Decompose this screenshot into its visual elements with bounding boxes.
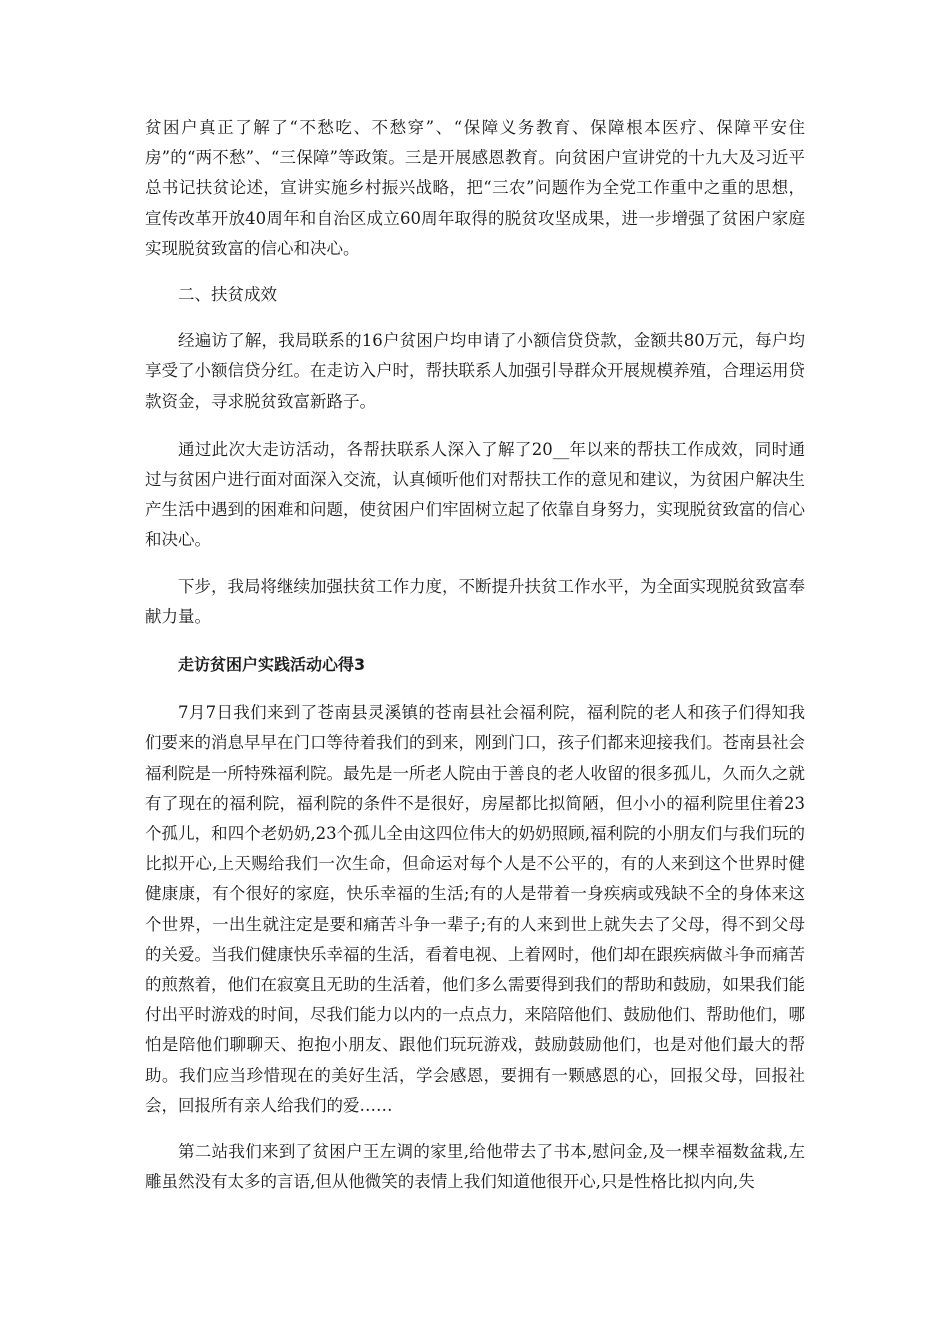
paragraph-policy-education: 贫困户真正了解了“不愁吃、不愁穿”、“保障义务教育、保障根本医疗、保障平安住房”的“两不愁”、“三保障”等政策。三是开展感恩教育。向贫困户宣讲党的十九大及习近平总书记扶贫论述，宣讲实施乡村振兴战略，把“三农”问题作为全党工作重中之重的思想，宣传改革开放40周年和自治区成立60周年取得的脱贫攻坚成果，进一步增强了贫困户家庭实现脱贫致富的信心和决心。 — [145, 118, 805, 258]
paragraph-second-stop: 第二站我们来到了贫困户王左调的家里,给他带去了书本,慰问金,及一棵幸福数盆栽,左雕虽然没有太多的言语,但从他微笑的表情上我们知道他很开心,只是性格比拟内向,失 — [145, 1142, 805, 1192]
paragraph-microcredit: 经遍访了解，我局联系的16户贫困户均申请了小额信贷贷款，金额共80万元，每户均享受了小额信贷分红。在走访入户时，帮扶联系人加强引导群众开展规模养殖，合理运用贷款资金，寻求脱贫致富新路子。 — [145, 331, 805, 411]
paragraph-next-steps: 下步，我局将继续加强扶贫工作力度，不断提升扶贫工作水平，为全面实现脱贫致富奉献力量。 — [145, 576, 805, 626]
section-heading-results: 二、扶贫成效 — [178, 285, 277, 305]
paragraph-visit-activity: 通过此次大走访活动，各帮扶联系人深入了解了20__年以来的帮扶工作成效，同时通过与贫困户进行面对面深入交流，认真倾听他们对帮扶工作的意见和建议，为贫困户解决生产生活中遇到的困难和问题，使贫困户们牢固树立起了依靠自身努力，实现脱贫致富的信心和决心。 — [145, 439, 805, 550]
paragraph-welfare-home: 7月7日我们来到了苍南县灵溪镇的苍南县社会福利院，福利院的老人和孩子们得知我们要来的消息早早在门口等待着我们的到来，刚到门口，孩子们都来迎接我们。苍南县社会福利院是一所特殊福利院。最先是一所老人院由于善良的老人收留的很多孤儿，久而久之就有了现在的福利院，福利院的条件不是很好，房屋都比拟简陋，但小小的福利院里住着23个孤儿，和四个老奶奶,23个孤儿全由这四位伟大的奶奶照顾,福利院的小朋友们与我们玩的比拟开心,上天赐给我们一次生命，但命运对每个人是不公平的，有的人来到这个世界时健健康康，有个很好的家庭，快乐幸福的生活;有的人是带着一身疾病或残缺不全的身体来这个世界，一出生就注定是要和痛苦斗争一辈子;有的人来到世上就失去了父母，得不到父母的关爱。当我们健康快乐幸福的生活，看着电视、上着网时，他们却在跟疾病做斗争而痛苦的煎熬着，他们在寂寞且无助的生活着，他们多么需要得到我们的帮助和鼓励，如果我们能付出平时游戏的时间，尽我们能力以内的一点点力，来陪陪他们、鼓励他们、帮助他们，哪怕是陪他们聊聊天、抱抱小朋友、跟他们玩玩游戏，鼓励鼓励他们，也是对他们最大的帮助。我们应当珍惜现在的美好生活，学会感恩，要拥有一颗感恩的心，回报父母，回报社会，回报所有亲人给我们的爱…… — [145, 703, 805, 1115]
section-title-reflection-3: 走访贫困户实践活动心得3 — [178, 655, 366, 675]
document-page — [145, 113, 805, 1198]
